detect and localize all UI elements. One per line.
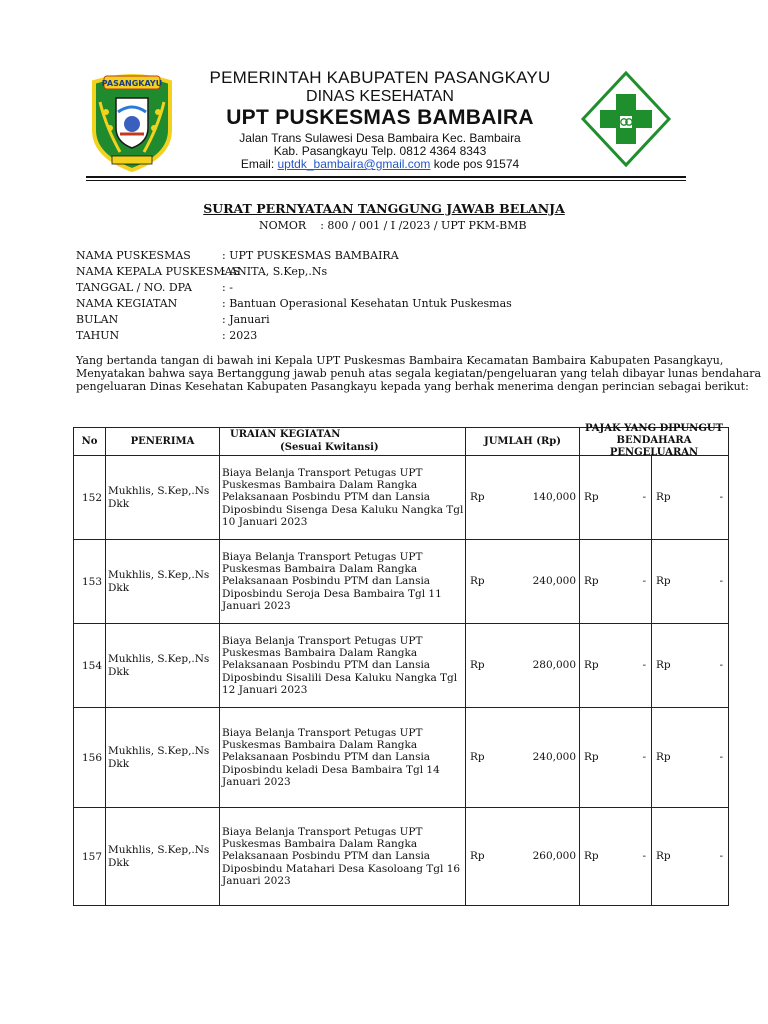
cell-jumlah: Rp 240,000 <box>466 540 580 624</box>
number-value: : 800 / 001 / I /2023 / UPT PKM-BMB <box>320 219 527 232</box>
cell-jumlah: Rp 240,000 <box>466 708 580 808</box>
statement-paragraph <box>76 354 762 393</box>
document-number <box>259 219 527 232</box>
statement-line: Yang bertanda tangan di bawah ini Kepala UPT Puskesmas Bambaira Kecamatan Bambaira Kabupaten Pasangkayu, <box>76 354 724 367</box>
cell-penerima: Mukhlis, S.Kep,.Ns Dkk <box>106 808 220 906</box>
statement-line: Menyatakan bahwa saya Bertanggung jawab penuh atas segala kegiatan/pengeluaran yang telah dibayar lunas bendahara <box>76 367 762 380</box>
info-label: NAMA KEGIATAN <box>76 297 178 310</box>
pasangkayu-emblem <box>86 72 178 172</box>
table-row <box>74 808 729 906</box>
cell-penerima: Mukhlis, S.Kep,.Ns Dkk <box>106 624 220 708</box>
letterhead-address: Jalan Trans Sulawesi Desa Bambaira Kec. Bambaira <box>239 131 521 145</box>
cell-no: 152 <box>74 456 106 540</box>
letterhead-institution: UPT PUSKESMAS BAMBAIRA <box>226 106 534 129</box>
letterhead-phone: Kab. Pasangkayu Telp. 0812 4364 8343 <box>273 144 487 158</box>
cell-pajak-2: Rp - <box>652 708 729 808</box>
cell-jumlah: Rp 280,000 <box>466 624 580 708</box>
table-row <box>74 624 729 708</box>
cell-pajak-2: Rp - <box>652 624 729 708</box>
info-label: BULAN <box>76 313 119 326</box>
cell-jumlah: Rp 140,000 <box>466 456 580 540</box>
postal-code: kode pos 91574 <box>430 157 520 171</box>
info-label: TANGGAL / NO. DPA <box>76 281 192 294</box>
cell-uraian: Biaya Belanja Transport Petugas UPT Puskesmas Bambaira Dalam Rangka Pelaksanaan Posbindu PTM dan Lansia Diposbindu Sisalili Desa Kaluku Nangka Tgl 12 Januari 2023 <box>220 624 466 708</box>
cell-no: 153 <box>74 540 106 624</box>
cell-pajak-1: Rp - <box>580 540 652 624</box>
letterhead-contact <box>190 157 570 171</box>
info-value: : Januari <box>222 313 270 326</box>
header-pajak: PAJAK YANG DIPUNGUT BENDAHARA PENGELUARAN <box>580 428 729 456</box>
document-title: SURAT PERNYATAAN TANGGUNG JAWAB BELANJA <box>203 201 565 216</box>
cell-no: 154 <box>74 624 106 708</box>
statement-line: pengeluaran Dinas Kesehatan Kabupaten Pasangkayu kepada yang berhak menerima dengan perincian sebagai berikut: <box>76 380 749 393</box>
email-link[interactable]: uptdk_bambaira@gmail.com <box>277 157 431 171</box>
table-row <box>74 708 729 808</box>
cell-pajak-2: Rp - <box>652 540 729 624</box>
header-uraian: URAIAN KEGIATAN (Sesuai Kwitansi) <box>220 428 466 456</box>
cell-no: 156 <box>74 708 106 808</box>
letterhead-department: DINAS KESEHATAN <box>306 88 454 105</box>
info-label: NAMA KEPALA PUSKESMAS <box>76 265 241 278</box>
letterhead-rule-thin <box>86 180 686 181</box>
info-value: : Bantuan Operasional Kesehatan Untuk Puskesmas <box>222 297 512 310</box>
expense-table <box>73 423 729 906</box>
cell-pajak-2: Rp - <box>652 456 729 540</box>
header-no: No <box>74 428 106 456</box>
info-value: : UPT PUSKESMAS BAMBAIRA <box>222 249 399 262</box>
table-row <box>74 540 729 624</box>
email-label: Email: <box>240 157 278 171</box>
info-label: NAMA PUSKESMAS <box>76 249 191 262</box>
info-value: : - <box>222 281 233 294</box>
cell-uraian: Biaya Belanja Transport Petugas UPT Puskesmas Bambaira Dalam Rangka Pelaksanaan Posbindu PTM dan Lansia Diposbindu Matahari Desa Kasoloang Tgl 16 Januari 2023 <box>220 808 466 906</box>
header-jumlah: JUMLAH (Rp) <box>466 428 580 456</box>
cell-pajak-2: Rp - <box>652 808 729 906</box>
info-label: TAHUN <box>76 329 120 342</box>
cell-uraian: Biaya Belanja Transport Petugas UPT Puskesmas Bambaira Dalam Rangka Pelaksanaan Posbindu PTM dan Lansia Diposbindu Seroja Desa Bambaira Tgl 11 Januari 2023 <box>220 540 466 624</box>
puskesmas-cross-logo <box>580 70 672 168</box>
cell-uraian: Biaya Belanja Transport Petugas UPT Puskesmas Bambaira Dalam Rangka Pelaksanaan Posbindu PTM dan Lansia Diposbindu keladi Desa Bambaira Tgl 14 Januari 2023 <box>220 708 466 808</box>
info-value: : ANITA, S.Kep,.Ns <box>222 265 328 278</box>
cell-pajak-1: Rp - <box>580 456 652 540</box>
info-value: : 2023 <box>222 329 258 342</box>
cell-pajak-1: Rp - <box>580 708 652 808</box>
cell-uraian: Biaya Belanja Transport Petugas UPT Puskesmas Bambaira Dalam Rangka Pelaksanaan Posbindu PTM dan Lansia Diposbindu Sisenga Desa Kaluku Nangka Tgl 10 Januari 2023 <box>220 456 466 540</box>
letterhead-government: PEMERINTAH KABUPATEN PASANGKAYU <box>209 68 551 87</box>
letterhead-rule-thick <box>86 176 686 178</box>
header-penerima: PENERIMA <box>106 428 220 456</box>
cell-pajak-1: Rp - <box>580 808 652 906</box>
number-label: NOMOR <box>259 219 307 232</box>
cell-jumlah: Rp 260,000 <box>466 808 580 906</box>
table-header-row <box>74 428 729 456</box>
cell-no: 157 <box>74 808 106 906</box>
emblem-lettering: PASANGKAYU <box>101 79 163 88</box>
table-row <box>74 456 729 540</box>
cell-penerima: Mukhlis, S.Kep,.Ns Dkk <box>106 540 220 624</box>
cell-penerima: Mukhlis, S.Kep,.Ns Dkk <box>106 456 220 540</box>
cell-penerima: Mukhlis, S.Kep,.Ns Dkk <box>106 708 220 808</box>
cell-pajak-1: Rp - <box>580 624 652 708</box>
